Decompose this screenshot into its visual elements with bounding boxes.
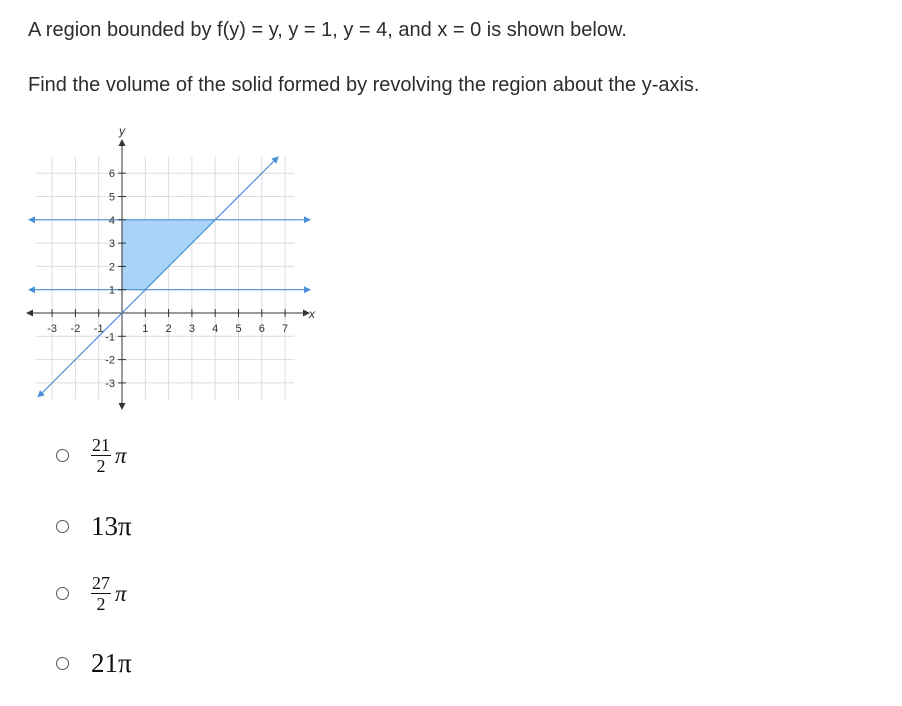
line-arrow bbox=[28, 286, 35, 293]
line-arrow bbox=[28, 216, 35, 223]
choice-3[interactable] bbox=[56, 574, 127, 613]
x-axis-label: x bbox=[309, 307, 315, 321]
line-arrow bbox=[304, 286, 311, 293]
x-tick-label: 2 bbox=[165, 323, 172, 335]
line-arrow bbox=[304, 216, 311, 223]
y-tick-label: 3 bbox=[108, 238, 115, 251]
x-tick-label: -1 bbox=[93, 323, 104, 335]
x-tick-label: 4 bbox=[212, 323, 219, 335]
x-tick-label: 5 bbox=[235, 323, 242, 335]
x-tick-label: -2 bbox=[70, 323, 81, 335]
numerator: 27 bbox=[92, 573, 110, 593]
choice-2-text: 13π bbox=[91, 511, 132, 541]
denominator: 2 bbox=[96, 456, 106, 476]
x-tick-label: 6 bbox=[258, 323, 265, 335]
choice-4[interactable] bbox=[56, 648, 132, 679]
y-tick-label: 6 bbox=[108, 168, 115, 181]
y-tick-label: -2 bbox=[105, 354, 115, 367]
x-tick-label: 7 bbox=[282, 323, 289, 335]
y-tick-label: -1 bbox=[105, 331, 115, 344]
radio-button[interactable] bbox=[56, 587, 69, 600]
x-tick-label: 3 bbox=[188, 323, 195, 335]
y-tick-label: 4 bbox=[108, 214, 115, 227]
denominator: 2 bbox=[96, 594, 106, 614]
question-line-2: Find the volume of the solid formed by revolving the region about the y-axis. bbox=[28, 74, 700, 96]
y-axis-label: y bbox=[119, 124, 125, 138]
x-axis-arrow-left bbox=[26, 310, 33, 317]
x-tick-label: -3 bbox=[47, 323, 57, 335]
question-line-1: A region bounded by f(y) = y, y = 1, y = 4, and x = 0 is shown below. bbox=[28, 19, 627, 41]
graph-grid bbox=[36, 157, 295, 399]
choice-1-value bbox=[91, 436, 127, 475]
choice-3-value bbox=[91, 574, 127, 613]
y-axis-arrow-down bbox=[119, 403, 126, 410]
choice-2-value bbox=[91, 511, 132, 542]
pi-symbol: π bbox=[115, 580, 127, 606]
radio-button[interactable] bbox=[56, 449, 69, 462]
y-axis-arrow bbox=[119, 139, 126, 146]
radio-button[interactable] bbox=[56, 520, 69, 533]
choice-1[interactable] bbox=[56, 436, 127, 475]
pi-symbol: π bbox=[115, 442, 127, 468]
choice-4-value bbox=[91, 648, 132, 679]
graph-axes bbox=[26, 139, 310, 410]
y-tick-label: 5 bbox=[108, 191, 115, 204]
boundary-lines bbox=[28, 156, 311, 397]
choice-2[interactable] bbox=[56, 511, 132, 542]
y-tick-label: -3 bbox=[105, 377, 115, 390]
y-tick-label: 1 bbox=[108, 284, 115, 297]
y-tick-label: 2 bbox=[108, 261, 115, 274]
radio-button[interactable] bbox=[56, 657, 69, 670]
x-tick-label: 1 bbox=[142, 323, 149, 335]
tick-marks bbox=[47, 168, 288, 390]
choice-4-text: 21π bbox=[91, 648, 132, 678]
numerator: 21 bbox=[92, 435, 110, 455]
